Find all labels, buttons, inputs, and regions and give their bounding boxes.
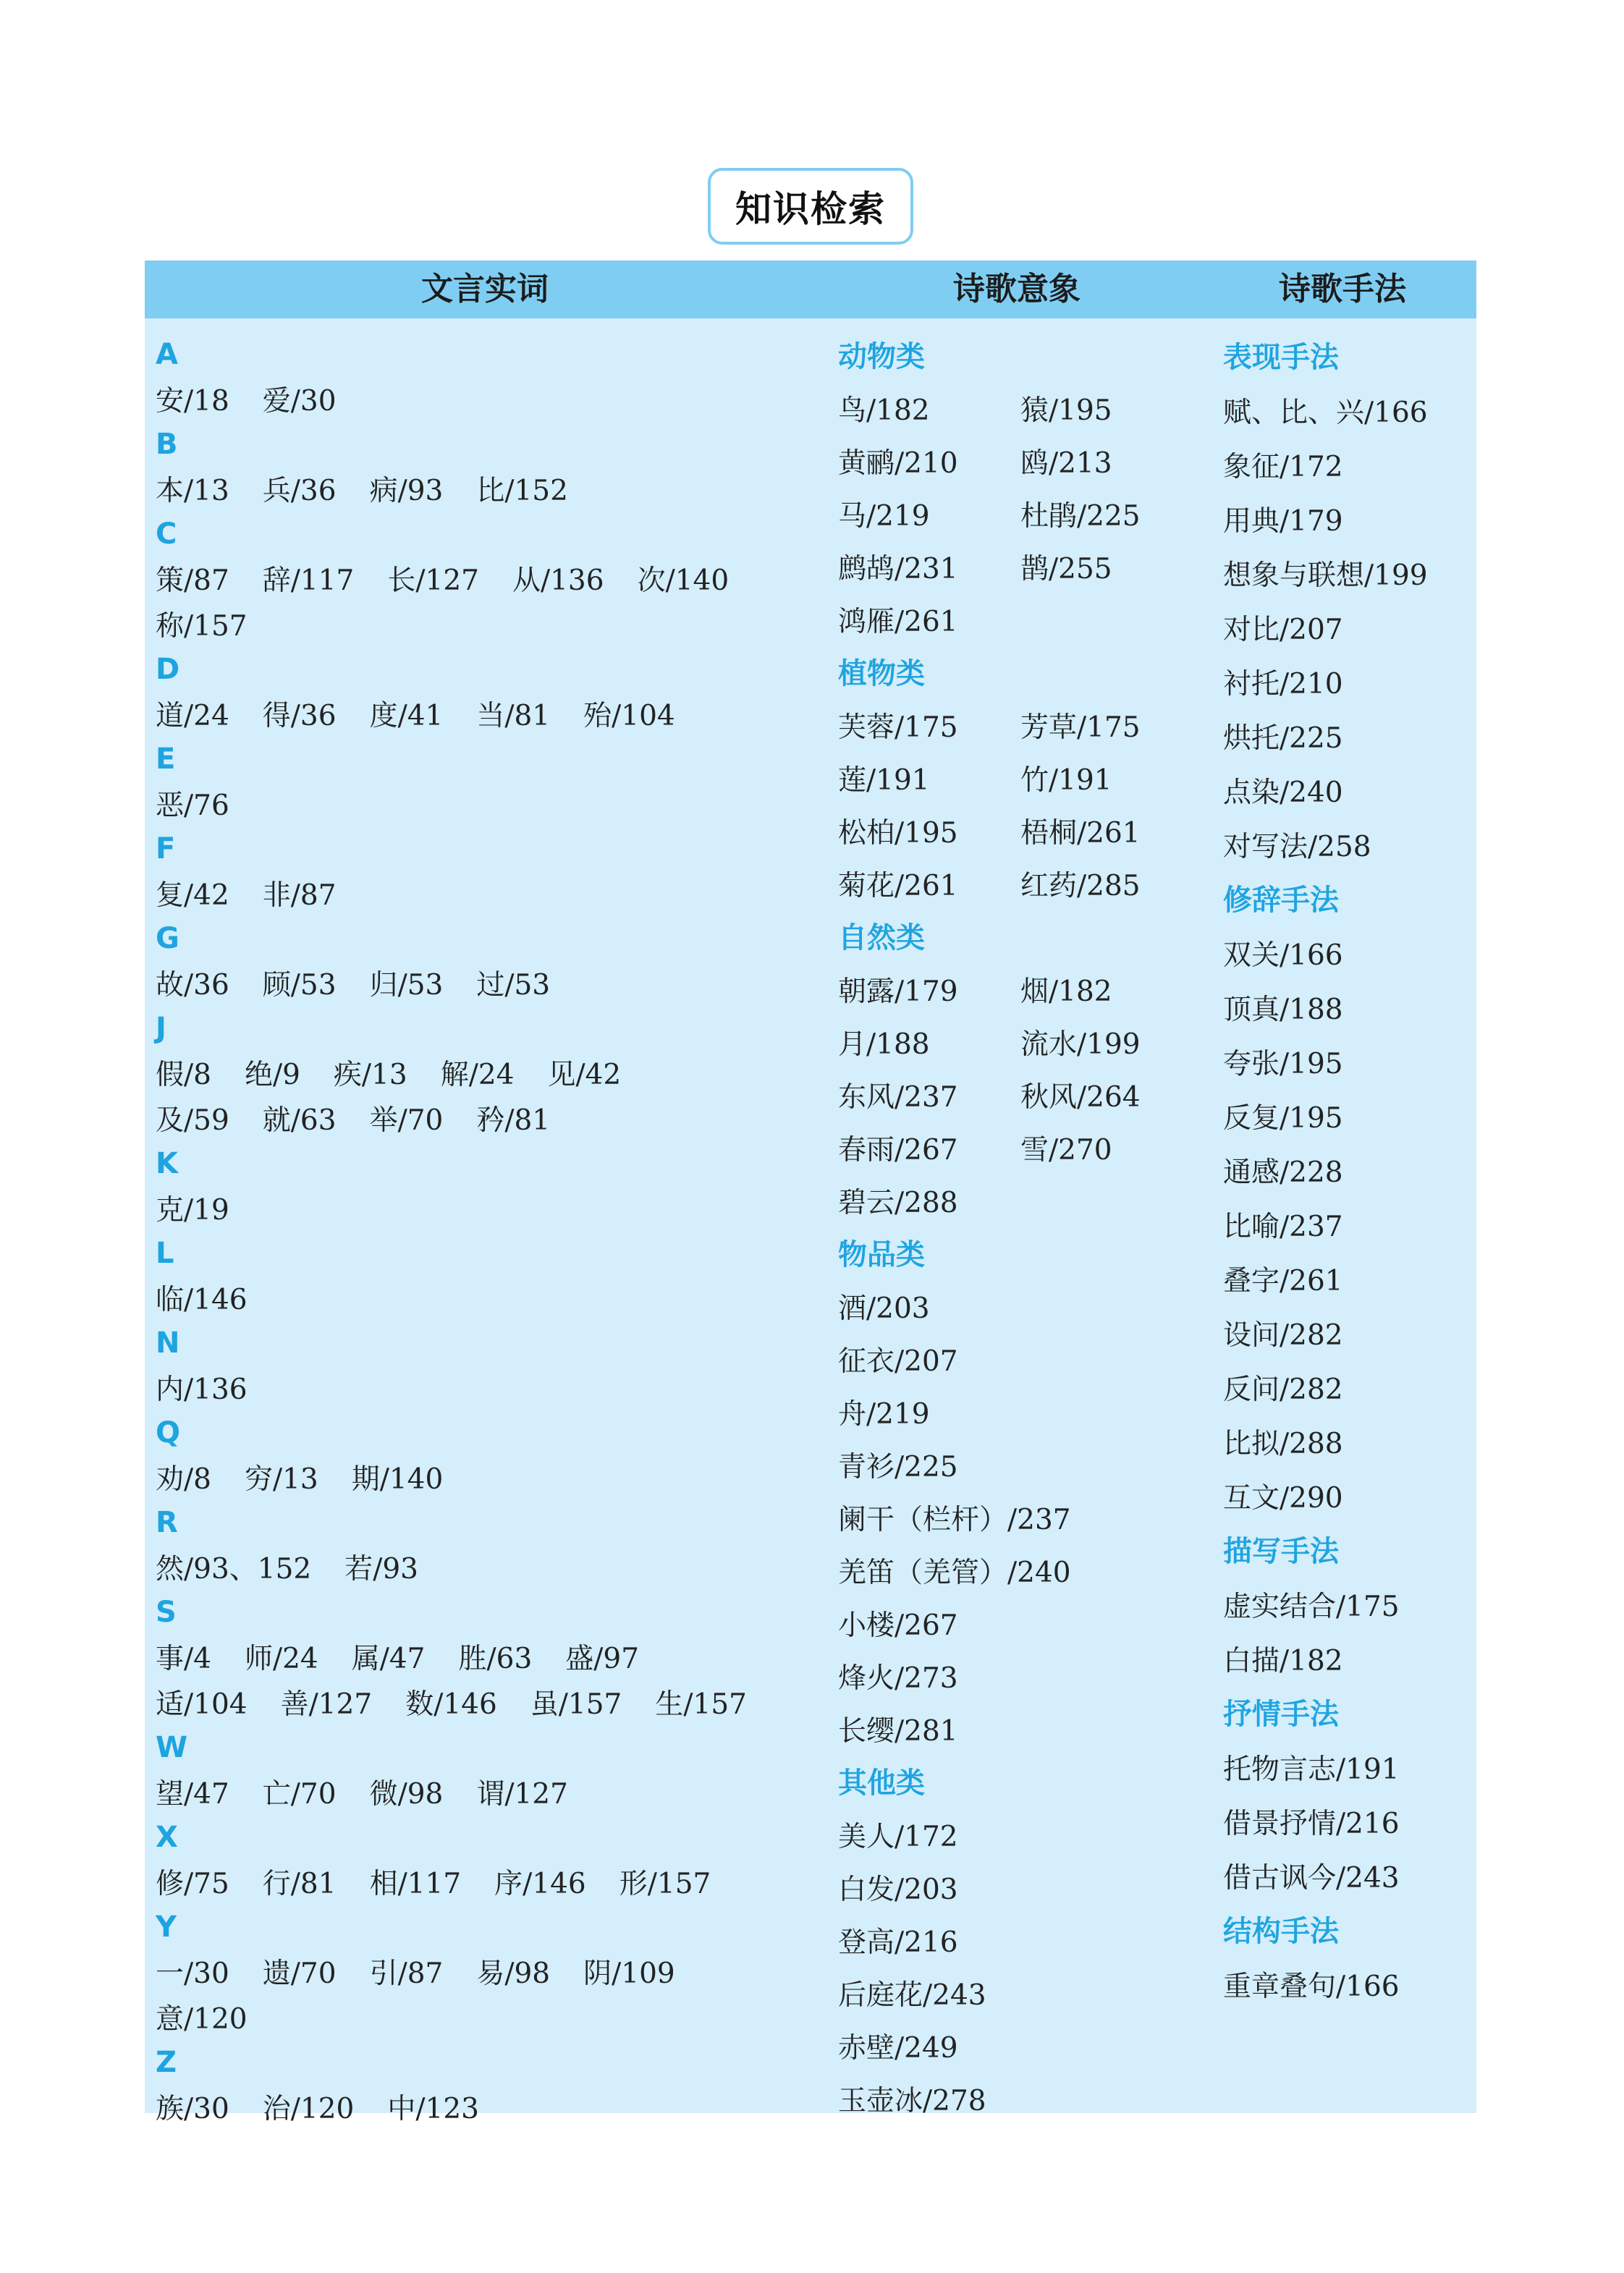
word-entry: 事/4 — [156, 1643, 211, 1675]
imagery-entry: 鸥/213 — [1020, 447, 1112, 480]
letter-heading: A — [156, 338, 178, 371]
imagery-entry: 梧桐/261 — [1020, 817, 1141, 850]
word-entry: 举/70 — [369, 1104, 444, 1137]
word-entry: 本/13 — [156, 475, 229, 507]
word-row — [156, 468, 807, 514]
imagery-entry: 雪/270 — [1020, 1134, 1112, 1167]
technique-entry: 夸张/195 — [1223, 1048, 1343, 1080]
letter-heading: E — [156, 742, 176, 776]
imagery-row — [838, 965, 1214, 1018]
imagery-entry: 舟/219 — [838, 1398, 930, 1431]
word-row — [156, 1457, 807, 1502]
technique-entry: 用典/179 — [1223, 505, 1343, 538]
imagery-entry: 芙蓉/175 — [838, 711, 958, 744]
word-entry: 易/98 — [476, 1957, 551, 1990]
word-entry: 矜/81 — [476, 1104, 551, 1137]
letter-heading: L — [156, 1237, 174, 1270]
word-entry: 临/146 — [156, 1284, 248, 1316]
word-entry: 然/93、152 — [156, 1553, 312, 1586]
imagery-row — [838, 807, 1214, 860]
imagery-entry: 烟/182 — [1020, 975, 1112, 1008]
category-heading: 修辞手法 — [1223, 884, 1339, 917]
word-entry: 假/8 — [156, 1059, 211, 1091]
word-entry: 就/63 — [262, 1104, 337, 1137]
technique-entry: 想象与联想/199 — [1223, 559, 1428, 592]
word-entry: 安/18 — [156, 385, 229, 418]
imagery-entry: 赤壁/249 — [838, 2032, 958, 2065]
category-heading: 结构手法 — [1223, 1915, 1339, 1948]
word-entry: 道/24 — [156, 700, 229, 732]
imagery-entry: 美人/172 — [838, 1821, 958, 1853]
technique-entry: 借古讽今/243 — [1223, 1862, 1400, 1895]
letter-heading: F — [156, 832, 176, 865]
word-entry: 复/42 — [156, 879, 229, 912]
word-row — [156, 1188, 807, 1233]
letter-heading: D — [156, 653, 180, 686]
word-entry: 顾/53 — [262, 969, 337, 1002]
word-entry: 比/152 — [476, 475, 568, 507]
word-entry: 一/30 — [156, 1957, 229, 1990]
technique-entry: 通感/228 — [1223, 1156, 1343, 1189]
word-entry: 善/127 — [280, 1688, 373, 1721]
word-entry: 从/136 — [512, 564, 604, 597]
imagery-row — [838, 860, 1214, 913]
technique-entry: 借景抒情/216 — [1223, 1808, 1400, 1840]
word-entry: 师/24 — [244, 1643, 318, 1675]
word-entry: 过/53 — [476, 969, 551, 1002]
word-row — [156, 783, 807, 829]
technique-entry: 比拟/288 — [1223, 1428, 1343, 1460]
category-heading: 描写手法 — [1223, 1535, 1339, 1568]
imagery-entry: 流水/199 — [1020, 1028, 1141, 1061]
word-row — [156, 1951, 807, 1997]
word-entry: 引/87 — [369, 1957, 444, 1990]
word-row — [156, 2086, 807, 2132]
word-entry: 内/136 — [156, 1373, 248, 1406]
technique-entry: 衬托/210 — [1223, 668, 1343, 700]
page-title: 知识检索 — [735, 188, 886, 230]
word-row — [156, 378, 807, 424]
word-entry: 策/87 — [156, 564, 229, 597]
header-shige-shoufa: 诗歌手法 — [1279, 271, 1406, 308]
technique-entry: 虚实结合/175 — [1223, 1591, 1400, 1623]
letter-heading: B — [156, 428, 178, 461]
word-entry: 得/36 — [262, 700, 337, 732]
letter-heading: Z — [156, 2046, 177, 2079]
word-entry: 殆/104 — [583, 700, 675, 732]
imagery-entry: 春雨/267 — [838, 1134, 958, 1167]
letter-heading: W — [156, 1731, 188, 1764]
category-heading: 动物类 — [838, 340, 925, 373]
letter-heading: J — [156, 1012, 166, 1045]
imagery-entry: 羌笛（羌管）/240 — [838, 1557, 1071, 1589]
imagery-row — [838, 384, 1214, 437]
wenyan-shici-column — [156, 334, 807, 2132]
word-row — [156, 962, 807, 1008]
imagery-entry: 杜鹃/225 — [1020, 500, 1141, 533]
word-entry: 行/81 — [262, 1868, 337, 1900]
word-entry: 称/157 — [156, 610, 248, 643]
word-row — [156, 1098, 807, 1143]
word-row — [156, 1772, 807, 1817]
imagery-entry: 月/188 — [838, 1028, 930, 1061]
technique-entry: 设问/282 — [1223, 1319, 1343, 1352]
word-entry: 相/117 — [369, 1868, 462, 1900]
word-entry: 兵/36 — [262, 475, 337, 507]
word-entry: 辞/117 — [262, 564, 355, 597]
word-entry: 胜/63 — [458, 1643, 533, 1675]
imagery-entry: 征衣/207 — [838, 1345, 958, 1378]
word-entry: 数/146 — [405, 1688, 497, 1721]
word-row — [156, 1997, 807, 2042]
word-entry: 适/104 — [156, 1688, 248, 1721]
technique-entry: 反复/195 — [1223, 1102, 1343, 1135]
imagery-entry: 小楼/267 — [838, 1609, 958, 1642]
technique-entry: 白描/182 — [1223, 1645, 1343, 1677]
header-bar — [145, 261, 1476, 318]
imagery-entry: 鹧鸪/231 — [838, 553, 958, 585]
letter-heading: Y — [156, 1910, 177, 1944]
technique-entry: 顶真/188 — [1223, 994, 1343, 1026]
word-entry: 治/120 — [262, 2093, 355, 2125]
word-entry: 谓/127 — [476, 1778, 568, 1811]
technique-entry: 对比/207 — [1223, 614, 1343, 646]
shige-yixiang-column — [838, 331, 1214, 2128]
header-wenyan-shici: 文言实词 — [421, 271, 549, 308]
word-row — [156, 558, 807, 604]
imagery-row — [838, 754, 1214, 807]
letter-heading: C — [156, 517, 177, 551]
imagery-entry: 阑干（栏杆）/237 — [838, 1504, 1071, 1536]
word-entry: 望/47 — [156, 1778, 229, 1811]
letter-heading: S — [156, 1596, 177, 1629]
word-entry: 解/24 — [440, 1059, 515, 1091]
imagery-entry: 青衫/225 — [838, 1451, 958, 1483]
word-entry: 爱/30 — [262, 385, 337, 418]
word-row — [156, 604, 807, 649]
imagery-entry: 鹊/255 — [1020, 553, 1112, 585]
word-entry: 次/140 — [637, 564, 729, 597]
imagery-entry: 酒/203 — [838, 1292, 930, 1325]
technique-entry: 比喻/237 — [1223, 1211, 1343, 1243]
imagery-row — [838, 490, 1214, 543]
letter-heading: X — [156, 1821, 178, 1854]
imagery-row — [838, 701, 1214, 754]
word-entry: 劝/8 — [156, 1463, 211, 1496]
word-row — [156, 1052, 807, 1098]
word-entry: 微/98 — [369, 1778, 444, 1811]
word-entry: 虽/157 — [530, 1688, 622, 1721]
technique-entry: 对写法/258 — [1223, 831, 1371, 863]
technique-entry: 托物言志/191 — [1223, 1753, 1400, 1786]
technique-entry: 点染/240 — [1223, 776, 1343, 809]
imagery-entry: 松柏/195 — [838, 817, 958, 850]
imagery-entry: 马/219 — [838, 500, 930, 533]
technique-entry: 互文/290 — [1223, 1482, 1343, 1515]
word-row — [156, 693, 807, 739]
word-entry: 度/41 — [369, 700, 444, 732]
word-entry: 故/36 — [156, 969, 229, 1002]
imagery-entry: 玉壶冰/278 — [838, 2085, 986, 2117]
imagery-entry: 鸿雁/261 — [838, 606, 958, 638]
technique-entry: 象征/172 — [1223, 451, 1343, 483]
imagery-entry: 猿/195 — [1020, 394, 1112, 427]
category-heading: 物品类 — [838, 1238, 925, 1271]
word-entry: 族/30 — [156, 2093, 229, 2125]
word-entry: 遗/70 — [262, 1957, 337, 1990]
word-row — [156, 1636, 807, 1682]
category-heading: 其他类 — [838, 1766, 925, 1800]
word-row — [156, 1367, 807, 1413]
shige-shoufa-column — [1223, 331, 1469, 2014]
word-entry: 见/42 — [547, 1059, 622, 1091]
word-entry: 亡/70 — [262, 1778, 337, 1811]
letter-heading: K — [156, 1147, 178, 1180]
word-entry: 疾/13 — [333, 1059, 407, 1091]
word-entry: 穷/13 — [244, 1463, 318, 1496]
word-row — [156, 1682, 807, 1727]
word-entry: 盛/97 — [565, 1643, 640, 1675]
category-heading: 植物类 — [838, 657, 925, 690]
word-entry: 修/75 — [156, 1868, 229, 1900]
word-entry: 中/123 — [387, 2093, 479, 2125]
imagery-entry: 黄鹂/210 — [838, 447, 958, 480]
word-entry: 序/146 — [494, 1868, 586, 1900]
imagery-entry: 长缨/281 — [838, 1715, 958, 1748]
word-entry: 及/59 — [156, 1104, 229, 1137]
imagery-row — [838, 437, 1214, 490]
word-row — [156, 1546, 807, 1592]
word-entry: 期/140 — [351, 1463, 444, 1496]
title-box — [708, 168, 913, 245]
word-entry: 克/19 — [156, 1194, 229, 1227]
word-entry: 非/87 — [262, 879, 337, 912]
category-heading: 自然类 — [838, 921, 925, 955]
imagery-entry: 菊花/261 — [838, 870, 958, 902]
word-entry: 归/53 — [369, 969, 444, 1002]
imagery-entry: 竹/191 — [1020, 764, 1112, 797]
imagery-entry: 红药/285 — [1020, 870, 1141, 902]
word-entry: 形/157 — [619, 1868, 711, 1900]
technique-entry: 烘托/225 — [1223, 722, 1343, 755]
imagery-row — [838, 1018, 1214, 1071]
imagery-entry: 登高/216 — [838, 1926, 958, 1959]
letter-heading: N — [156, 1326, 180, 1360]
imagery-row — [838, 1124, 1214, 1177]
letter-heading: G — [156, 922, 179, 955]
letter-heading: R — [156, 1506, 178, 1539]
category-heading: 抒情手法 — [1223, 1698, 1339, 1731]
word-entry: 绝/9 — [244, 1059, 300, 1091]
word-entry: 阴/109 — [583, 1957, 675, 1990]
word-entry: 当/81 — [476, 700, 551, 732]
imagery-entry: 鸟/182 — [838, 394, 930, 427]
word-row — [156, 1861, 807, 1907]
imagery-entry: 朝露/179 — [838, 975, 958, 1008]
imagery-row — [838, 1071, 1214, 1124]
imagery-entry: 白发/203 — [838, 1874, 958, 1906]
imagery-entry: 后庭花/243 — [838, 1979, 986, 2012]
imagery-entry: 东风/237 — [838, 1081, 958, 1114]
word-entry: 病/93 — [369, 475, 444, 507]
word-entry: 若/93 — [344, 1553, 418, 1586]
word-entry: 意/120 — [156, 2003, 248, 2036]
word-entry: 生/157 — [655, 1688, 747, 1721]
letter-heading: Q — [156, 1416, 181, 1449]
imagery-entry: 碧云/288 — [838, 1187, 958, 1219]
imagery-row — [838, 543, 1214, 596]
technique-entry: 重章叠句/166 — [1223, 1971, 1400, 2003]
word-entry: 属/47 — [351, 1643, 426, 1675]
technique-entry: 叠字/261 — [1223, 1265, 1343, 1298]
technique-entry: 反问/282 — [1223, 1373, 1343, 1406]
imagery-entry: 秋风/264 — [1020, 1081, 1141, 1114]
word-row — [156, 1277, 807, 1323]
imagery-entry: 芳草/175 — [1020, 711, 1141, 744]
imagery-entry: 莲/191 — [838, 764, 930, 797]
technique-entry: 双关/166 — [1223, 939, 1343, 972]
header-shige-yixiang: 诗歌意象 — [953, 271, 1080, 308]
imagery-entry: 烽火/273 — [838, 1662, 958, 1695]
category-heading: 表现手法 — [1223, 341, 1339, 374]
word-row — [156, 873, 807, 918]
word-entry: 恶/76 — [156, 790, 229, 822]
word-entry: 长/127 — [387, 564, 479, 597]
technique-entry: 赋、比、兴/166 — [1223, 397, 1428, 429]
